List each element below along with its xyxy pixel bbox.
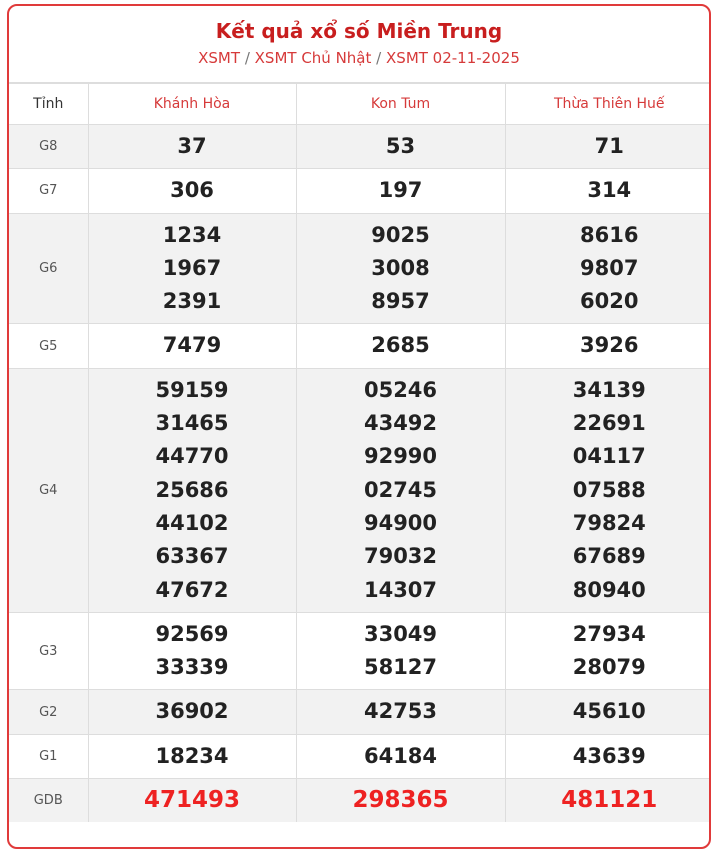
- table-row: [9, 612, 711, 690]
- prize-number: 3926: [580, 333, 639, 358]
- column-header-kon-tum[interactable]: Kon Tum: [296, 84, 505, 125]
- table-header-row: [9, 84, 711, 125]
- table-row: [9, 125, 711, 169]
- prize-number: 79824: [572, 510, 646, 535]
- prize-cell: [505, 213, 711, 324]
- prize-cell: [88, 324, 296, 368]
- prize-number: 1234: [162, 222, 222, 247]
- prize-label: G1: [9, 734, 88, 778]
- prize-number: 67689: [572, 544, 646, 569]
- prize-number: 02745: [363, 477, 438, 502]
- prize-number: 9025: [371, 222, 430, 247]
- prize-number: 28079: [572, 655, 646, 680]
- special-prize-number: 471493: [143, 787, 241, 814]
- prize-number: 42753: [363, 699, 438, 724]
- breadcrumb-separator: /: [244, 49, 250, 67]
- prize-cell: [505, 779, 711, 823]
- prize-cell: [505, 368, 711, 612]
- prize-cell: [88, 779, 296, 823]
- prize-number: 36902: [155, 699, 229, 724]
- prize-cell: [296, 368, 505, 612]
- prize-number: 6020: [580, 289, 639, 314]
- results-table: [9, 83, 711, 822]
- breadcrumb-separator: /: [376, 49, 382, 67]
- prize-cell: [296, 213, 505, 324]
- prize-number: 27934: [572, 621, 646, 646]
- prize-number: 58127: [363, 655, 438, 680]
- prize-number: 2391: [162, 289, 222, 314]
- prize-number: 47672: [155, 577, 229, 602]
- prize-label: G8: [9, 125, 88, 169]
- prize-number: 33049: [363, 621, 438, 646]
- breadcrumb: [9, 47, 709, 69]
- prize-number: 34139: [572, 377, 646, 402]
- prize-number: 71: [594, 134, 624, 158]
- prize-number: 53: [385, 134, 416, 158]
- prize-number: 04117: [572, 444, 646, 469]
- prize-number: 07588: [572, 477, 646, 502]
- prize-cell: [88, 213, 296, 324]
- page-title: Kết quả xổ số Miền Trung: [215, 19, 503, 43]
- prize-number: 25686: [155, 477, 229, 502]
- prize-cell: [88, 169, 296, 213]
- results-body: [9, 125, 711, 823]
- prize-cell: [88, 612, 296, 690]
- table-row: [9, 690, 711, 734]
- table-row: [9, 169, 711, 213]
- prize-cell: [296, 324, 505, 368]
- prize-label: G2: [9, 690, 88, 734]
- prize-cell: [505, 169, 711, 213]
- prize-number: 2685: [371, 333, 430, 358]
- prize-number: 63367: [155, 544, 229, 569]
- table-row: [9, 213, 711, 324]
- prize-cell: [296, 169, 505, 213]
- prize-cell: [88, 734, 296, 778]
- prize-number: 14307: [363, 577, 438, 602]
- prize-number: 33339: [155, 655, 229, 680]
- prize-number: 43639: [572, 743, 646, 768]
- prize-number: 37: [177, 134, 207, 158]
- prize-cell: [505, 734, 711, 778]
- prize-number: 3008: [371, 255, 430, 280]
- breadcrumb-xsmt-chu-nhat[interactable]: XSMT Chủ Nhật: [254, 49, 372, 67]
- prize-number: 1967: [162, 255, 222, 280]
- breadcrumb-xsmt-date[interactable]: XSMT 02-11-2025: [386, 49, 520, 67]
- prize-number: 314: [587, 178, 632, 203]
- prize-number: 7479: [162, 333, 222, 358]
- prize-number: 18234: [155, 743, 229, 768]
- prize-number: 197: [378, 178, 423, 203]
- prize-cell: [505, 324, 711, 368]
- prize-number: 22691: [572, 411, 646, 436]
- column-header-thua-thien-hue[interactable]: Thừa Thiên Huế: [505, 84, 711, 125]
- prize-cell: [505, 125, 711, 169]
- prize-number: 64184: [363, 743, 438, 768]
- prize-cell: [296, 612, 505, 690]
- prize-number: 44102: [155, 510, 229, 535]
- prize-label: G7: [9, 169, 88, 213]
- column-header-tinh: Tỉnh: [9, 84, 88, 125]
- prize-cell: [296, 734, 505, 778]
- prize-cell: [88, 125, 296, 169]
- prize-cell: [88, 368, 296, 612]
- special-prize-number: 298365: [352, 787, 449, 814]
- prize-number: 80940: [572, 577, 646, 602]
- prize-label: G5: [9, 324, 88, 368]
- prize-label: G4: [9, 368, 88, 612]
- prize-number: 05246: [363, 377, 438, 402]
- prize-label: GDB: [9, 779, 88, 823]
- prize-number: 44770: [155, 444, 229, 469]
- prize-cell: [505, 690, 711, 734]
- prize-number: 59159: [155, 377, 229, 402]
- prize-cell: [296, 690, 505, 734]
- prize-cell: [296, 125, 505, 169]
- table-row: [9, 734, 711, 778]
- prize-cell: [296, 779, 505, 823]
- table-row: [9, 324, 711, 368]
- prize-cell: [88, 690, 296, 734]
- results-card: [7, 4, 711, 849]
- prize-number: 306: [170, 178, 214, 203]
- results-header: [9, 6, 709, 83]
- special-prize-number: 481121: [561, 787, 658, 814]
- prize-number: 9807: [580, 255, 639, 280]
- breadcrumb-xsmt[interactable]: XSMT: [198, 49, 241, 67]
- prize-number: 31465: [155, 411, 229, 436]
- prize-number: 79032: [363, 544, 438, 569]
- prize-label: G6: [9, 213, 88, 324]
- prize-cell: [505, 612, 711, 690]
- table-row: [9, 779, 711, 823]
- prize-number: 8616: [580, 222, 639, 247]
- prize-number: 94900: [363, 510, 438, 535]
- prize-number: 8957: [371, 289, 430, 314]
- column-header-khanh-hoa[interactable]: Khánh Hòa: [88, 84, 296, 125]
- prize-number: 92990: [363, 444, 438, 469]
- prize-label: G3: [9, 612, 88, 690]
- prize-number: 92569: [155, 621, 229, 646]
- prize-number: 43492: [363, 411, 438, 436]
- table-row: [9, 368, 711, 612]
- prize-number: 45610: [572, 699, 646, 724]
